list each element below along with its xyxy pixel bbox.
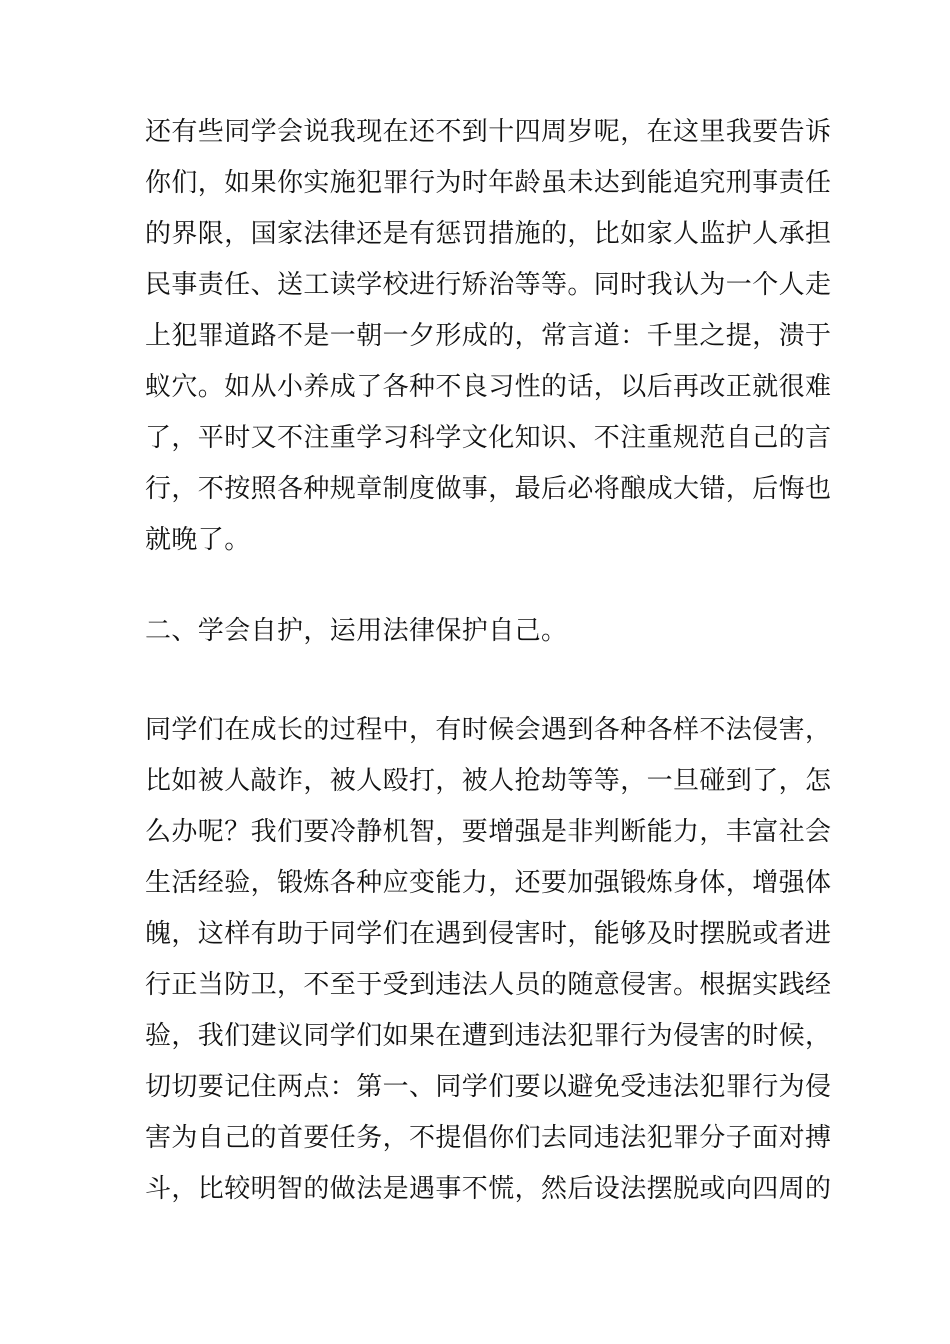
text-line: 就晚了。 <box>145 525 251 555</box>
text-line: 么办呢？我们要冷静机智，要增强是非判断能力，丰富社会 <box>145 817 832 847</box>
text-line: 害为自己的首要任务，不提倡你们去同违法犯罪分子面对搏 <box>145 1123 832 1153</box>
section-heading: 二、学会自护，运用法律保护自己。 <box>145 616 568 646</box>
text-line: 验，我们建议同学们如果在遭到违法犯罪行为侵害的时候， <box>145 1021 832 1051</box>
text-line: 同学们在成长的过程中，有时候会遇到各种各样不法侵害， <box>145 715 832 745</box>
text-line: 行，不按照各种规章制度做事，最后必将酿成大错，后悔也 <box>145 474 832 504</box>
text-line: 切切要记住两点：第一、同学们要以避免受违法犯罪行为侵 <box>145 1072 832 1102</box>
text-line: 还有些同学会说我现在还不到十四周岁呢，在这里我要告诉 <box>145 117 832 147</box>
text-line: 蚁穴。如从小养成了各种不良习性的话，以后再改正就很难 <box>145 372 832 402</box>
text-line: 了，平时又不注重学习科学文化知识、不注重规范自己的言 <box>145 423 832 453</box>
text-line: 民事责任、送工读学校进行矫治等等。同时我认为一个人走 <box>145 270 832 300</box>
text-line: 生活经验，锻炼各种应变能力，还要加强锻炼身体，增强体 <box>145 868 832 898</box>
text-line: 斗，比较明智的做法是遇事不慌，然后设法摆脱或向四周的 <box>145 1174 832 1204</box>
text-line: 你们，如果你实施犯罪行为时年龄虽未达到能追究刑事责任 <box>145 168 832 198</box>
text-line: 魄，这样有助于同学们在遇到侵害时，能够及时摆脱或者进 <box>145 919 832 949</box>
text-line: 行正当防卫，不至于受到违法人员的随意侵害。根据实践经 <box>145 970 832 1000</box>
text-line: 比如被人敲诈，被人殴打，被人抢劫等等，一旦碰到了，怎 <box>145 766 832 796</box>
text-line: 上犯罪道路不是一朝一夕形成的，常言道：千里之提，溃于 <box>145 321 832 351</box>
text-line: 的界限，国家法律还是有惩罚措施的，比如家人监护人承担 <box>145 219 832 249</box>
